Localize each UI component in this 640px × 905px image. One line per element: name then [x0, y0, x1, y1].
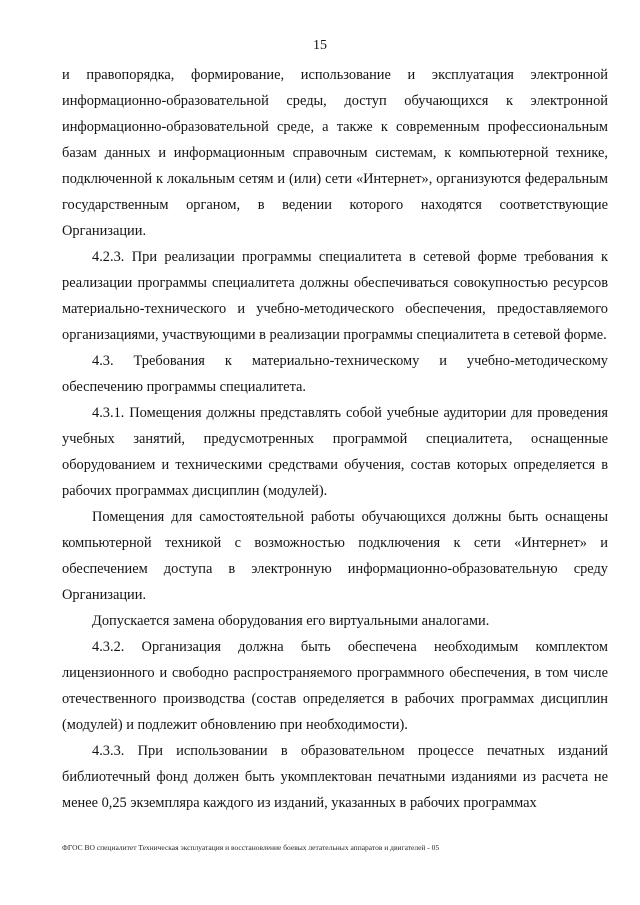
paragraph-virtual-analogs: Допускается замена оборудования его виртуальными аналогами. — [92, 613, 490, 629]
page-number: 15 — [313, 38, 327, 53]
page-footer: ФГОС ВО специалитет Техническая эксплуатация и восстановление боевых летательных аппаратов и двигателей - 05 — [62, 843, 440, 852]
paragraph-4-3-1: 4.3.1. Помещения должны представлять собой учебные аудитории для проведения учебных занятий, предусмотренных программой специалитета, оснащенные оборудованием и техническими средствами обучения, состав которых определяется в рабочих программах дисциплин (модулей). — [62, 405, 608, 499]
paragraph-continuation: и правопорядка, формирование, использование и эксплуатация электронной информационно-образовательной среды, доступ обучающихся к электронной информационно-образовательной среде, а также к современным профессиональным базам данных и информационным справочным системам, к компьютерной технике, подключенной к локальным сетям и (или) сети «Интернет», организуются федеральным государственным органом, в ведении которого находятся соответствующие Организации. — [62, 67, 608, 239]
paragraph-4-2-3: 4.2.3. При реализации программы специалитета в сетевой форме требования к реализации программы специалитета должны обеспечиваться совокупностью ресурсов материально-технического и учебно-методического обеспечения, предоставляемого организациями, участвующими в реализации программы специалитета в сетевой форме. — [62, 249, 608, 343]
paragraph-4-3-3: 4.3.3. При использовании в образовательном процессе печатных изданий библиотечный фонд должен быть укомплектован печатными изданиями из расчета не менее 0,25 экземпляра каждого из изданий, указанных в рабочих программах — [62, 743, 608, 811]
document-body — [62, 62, 608, 816]
paragraph-self-study-rooms: Помещения для самостоятельной работы обучающихся должны быть оснащены компьютерной техникой с возможностью подключения к сети «Интернет» и обеспечением доступа в электронную информационно-образовательную среду Организации. — [62, 509, 608, 603]
paragraph-4-3-2: 4.3.2. Организация должна быть обеспечена необходимым комплектом лицензионного и свободно распространяемого программного обеспечения, в том числе отечественного производства (состав определяется в рабочих программах дисциплин (модулей) и подлежит обновлению при необходимости). — [62, 639, 608, 733]
paragraph-4-3: 4.3. Требования к материально-техническому и учебно-методическому обеспечению программы специалитета. — [62, 353, 608, 395]
